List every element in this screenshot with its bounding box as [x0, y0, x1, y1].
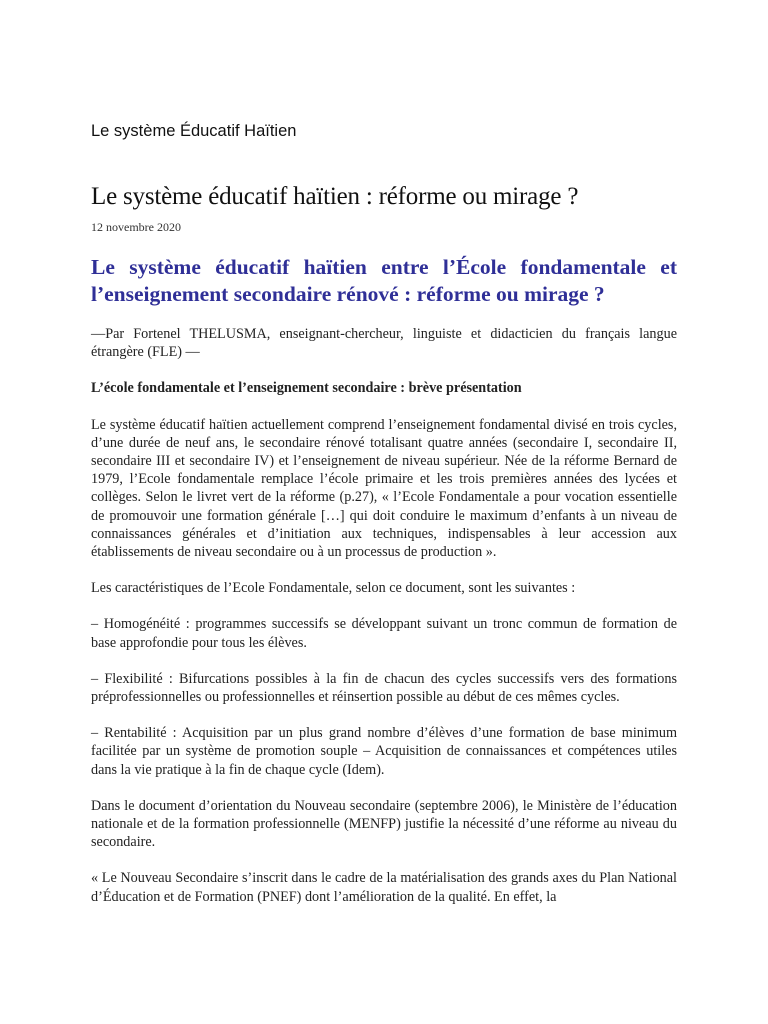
list-item: – Homogénéité : programmes successifs se développant suivant un tronc commun de formation de base approfondie pour tous les élèves. [91, 616, 677, 651]
list-item: – Rentabilité : Acquisition par un plus grand nombre d’élèves d’une formation de base minimum facilitée par un système de promotion souple – Acquisition de connaissances et compétences utiles dans la vie pratique à la fin de chaque cycle (Idem). [91, 725, 677, 778]
article-byline: —Par Fortenel THELUSMA, enseignant-chercheur, linguiste et didacticien du français langue étrangère (FLE) — [91, 326, 677, 361]
post-title: Le système éducatif haïtien : réforme ou mirage ? [91, 183, 579, 210]
post-date: 12 novembre 2020 [91, 220, 181, 234]
paragraph: Le système éducatif haïtien actuellement comprend l’enseignement fondamental divisé en trois cycles, d’une durée de neuf ans, le secondaire rénové totalisant quatre années (secondaire I, secondaire II, secondaire III et secondaire IV) et l’enseignement de niveau supérieur. Née de la réforme Bernard de 1979, l’Ecole fondamentale remplace l’école primaire et les trois premières années des lycées et collèges. Selon le livret vert de la réforme (p.27), « l’Ecole Fondamentale a pour vocation essentielle de promouvoir une formation générale […] qui doit conduire le maximum d’enfants à un niveau de connaissances générales et d’initiation aux techniques, indispensables à leur accession aux établissements de niveau secondaire ou à un processus de production ». [91, 416, 677, 561]
list-item: – Flexibilité : Bifurcations possibles à la fin de chacun des cycles successifs vers des formations préprofessionnelles ou professionnelles et réinsertion possible au début de ces mêmes cycles. [91, 670, 677, 706]
site-title[interactable]: Le système Éducatif Haïtien [91, 122, 297, 140]
article-body [91, 254, 677, 906]
paragraph: « Le Nouveau Secondaire s’inscrit dans le cadre de la matérialisation des grands axes du Plan National d’Éducation et de Formation (PNEF) dont l’amélioration de la qualité. En effet, la [91, 870, 677, 905]
paragraph: Les caractéristiques de l’Ecole Fondamentale, selon ce document, sont les suivantes : [91, 580, 576, 597]
paragraph: Dans le document d’orientation du Nouveau secondaire (septembre 2006), le Ministère de l’éducation nationale et de la formation professionnelle (MENFP) justifie la nécessité d’une réforme au niveau du secondaire. [91, 797, 677, 851]
article-headline: Le système éducatif haïtien entre l’École fondamentale et l’enseignement secondaire rénové : réforme ou mirage ? [91, 255, 677, 306]
section-heading: L’école fondamentale et l’enseignement secondaire : brève présentation [91, 380, 522, 397]
